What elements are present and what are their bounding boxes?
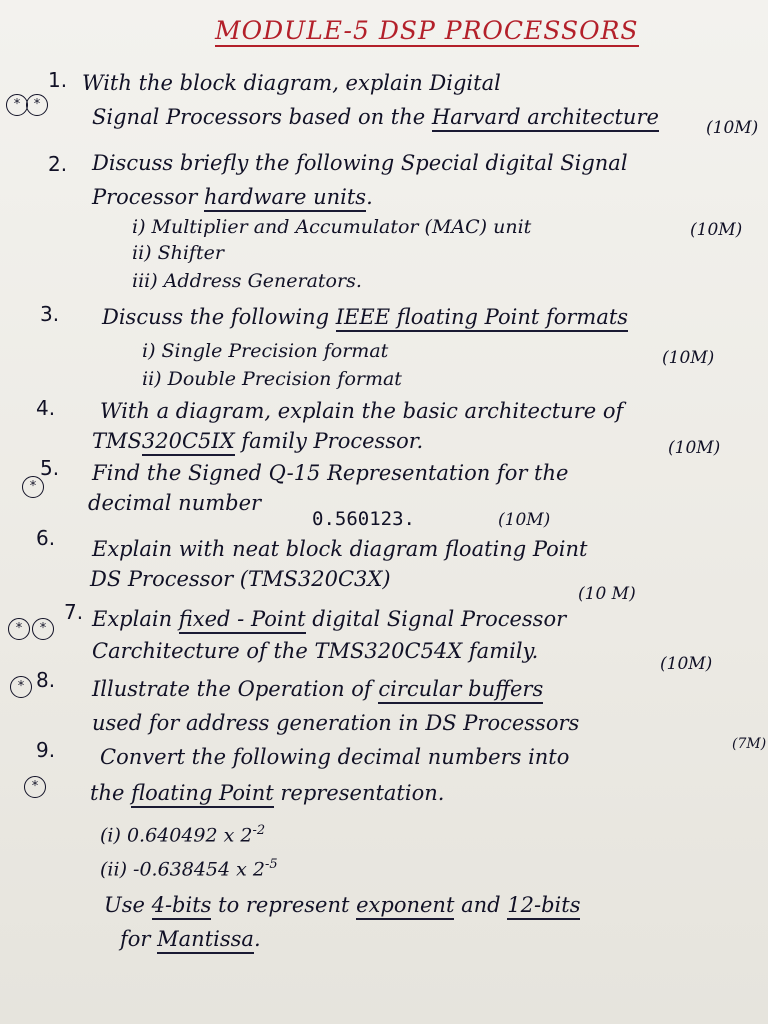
underlined-term: 12-bits: [507, 893, 580, 920]
question-number: 7.: [64, 600, 84, 624]
question-number: 3.: [40, 302, 60, 326]
underlined-term: IEEE floating Point formats: [336, 305, 628, 332]
question-number: 6.: [36, 526, 56, 550]
question-number: 4.: [36, 396, 56, 420]
sub-item: i) Single Precision format: [142, 340, 389, 362]
question-text: Discuss the following IEEE floating Point formats: [102, 304, 628, 330]
underlined-term: fixed - Point: [179, 607, 306, 634]
underlined-term: 4-bits: [152, 893, 212, 920]
underlined-term: hardware units: [204, 185, 366, 212]
question-text: Illustrate the Operation of circular buffers: [92, 676, 543, 702]
underlined-term: floating Point: [131, 781, 274, 808]
underlined-term: Harvard architecture: [432, 105, 659, 132]
page-title: MODULE-5 DSP PROCESSORS: [215, 16, 639, 45]
sub-item: (ii) -0.638454 x $2^{-5}$: [100, 857, 278, 881]
question-text: decimal number: [88, 491, 262, 515]
question-text: the floating Point representation.: [90, 780, 444, 806]
sub-item: ii) Double Precision format: [142, 368, 402, 390]
marks-label: (10M): [690, 220, 743, 240]
question-number: 5.: [40, 456, 60, 480]
question-text: used for address generation in DS Processors: [92, 711, 580, 735]
question-text: Discuss briefly the following Special digital Signal: [92, 151, 628, 175]
question-text: Processor hardware units.: [92, 184, 373, 210]
sub-item: (i) 0.640492 x $2^{-2}$: [100, 823, 266, 847]
question-text: Explain with neat block diagram floating Point: [92, 537, 588, 561]
question-number: 8.: [36, 668, 56, 692]
marks-label: (10M): [498, 510, 551, 530]
star-mark-icon: *: [24, 776, 46, 798]
question-number: 9.: [36, 738, 56, 762]
star-mark-icon: *: [22, 476, 44, 498]
question-number: 2.: [48, 152, 68, 176]
sub-item: ii) Shifter: [132, 242, 224, 264]
question-text: With the block diagram, explain Digital: [82, 71, 501, 95]
underlined-term: circular buffers: [378, 677, 543, 704]
underlined-term: exponent: [356, 893, 454, 920]
marks-label: (10 M): [578, 584, 636, 604]
star-mark-icon: *: [26, 94, 48, 116]
star-mark-icon: *: [8, 618, 30, 640]
question-number: 1.: [48, 68, 68, 92]
question-text: Convert the following decimal numbers into: [100, 745, 570, 769]
marks-label: (10M): [668, 438, 721, 458]
underlined-term: Mantissa: [157, 927, 254, 954]
question-text: TMS320C5IX family Processor.: [92, 428, 423, 454]
star-mark-icon: *: [10, 676, 32, 698]
question-text: Find the Signed Q-15 Representation for the: [92, 461, 569, 485]
marks-label: (7M): [732, 736, 767, 752]
question-text: Use 4-bits to represent exponent and 12-bits: [104, 892, 580, 918]
question-text: Carchitecture of the TMS320C54X family.: [92, 639, 539, 663]
marks-label: (10M): [662, 348, 715, 368]
star-mark-icon: *: [6, 94, 28, 116]
sub-item: i) Multiplier and Accumulator (MAC) unit: [132, 216, 532, 238]
question-text: DS Processor (TMS320C3X): [90, 567, 391, 591]
question-text: for Mantissa.: [120, 926, 261, 952]
question-text: With a diagram, explain the basic architecture of: [100, 399, 624, 423]
sub-item: iii) Address Generators.: [132, 270, 362, 292]
underlined-term: 320C5IX: [142, 429, 235, 456]
star-mark-icon: *: [32, 618, 54, 640]
question-text: Explain fixed - Point digital Signal Processor: [92, 606, 566, 632]
decimal-value: 0.560123.: [312, 508, 415, 530]
question-text: Signal Processors based on the Harvard architecture: [92, 104, 659, 130]
marks-label: (10M): [660, 654, 713, 674]
marks-label: (10M): [706, 118, 759, 138]
